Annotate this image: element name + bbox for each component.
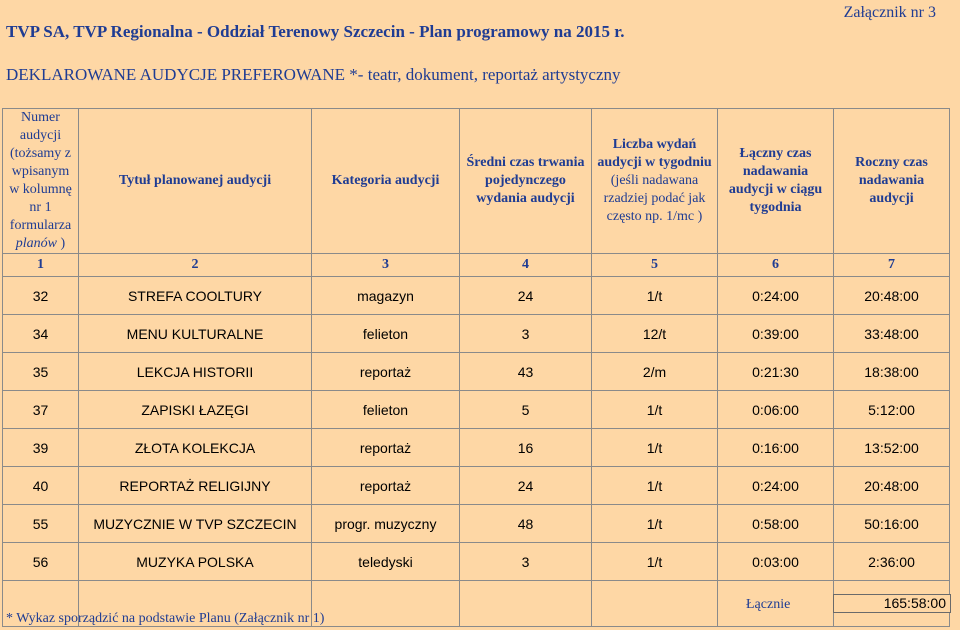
row-number: 55: [3, 505, 79, 543]
header-title: Tytuł planowanej audycji: [79, 109, 312, 254]
column-number: 2: [79, 254, 312, 277]
header-category: Kategoria audycji: [312, 109, 460, 254]
row-average-duration: 16: [460, 429, 592, 467]
table-row: [3, 505, 950, 543]
row-yearly-time: 13:52:00: [834, 429, 950, 467]
row-category: reportaż: [312, 429, 460, 467]
row-category: magazyn: [312, 277, 460, 315]
column-number: 6: [718, 254, 834, 277]
row-category: felieton: [312, 391, 460, 429]
row-frequency: 1/t: [592, 429, 718, 467]
row-frequency: 1/t: [592, 277, 718, 315]
row-number: 56: [3, 543, 79, 581]
row-yearly-time: 50:16:00: [834, 505, 950, 543]
column-number: 5: [592, 254, 718, 277]
column-number: 1: [3, 254, 79, 277]
row-weekly-time: 0:58:00: [718, 505, 834, 543]
table-row: [3, 543, 950, 581]
page-subtitle: DEKLAROWANE AUDYCJE PREFEROWANE *- teatr, dokument, reportaż artystyczny: [6, 65, 621, 84]
row-number: 39: [3, 429, 79, 467]
empty-cell: [592, 581, 718, 627]
row-average-duration: 3: [460, 543, 592, 581]
row-frequency: 2/m: [592, 353, 718, 391]
row-weekly-time: 0:16:00: [718, 429, 834, 467]
row-average-duration: 5: [460, 391, 592, 429]
row-title: LEKCJA HISTORII: [79, 353, 312, 391]
column-number: 7: [834, 254, 950, 277]
row-weekly-time: 0:21:30: [718, 353, 834, 391]
header-weekly-time: Łączny czas nadawania audycji w ciągu tygodnia: [718, 109, 834, 254]
total-value: 165:58:00: [833, 594, 951, 613]
row-title: ZŁOTA KOLEKCJA: [79, 429, 312, 467]
table-row: [3, 353, 950, 391]
column-number: 3: [312, 254, 460, 277]
row-category: teledyski: [312, 543, 460, 581]
row-weekly-time: 0:03:00: [718, 543, 834, 581]
row-category: felieton: [312, 315, 460, 353]
table-row: [3, 277, 950, 315]
program-table: [2, 108, 950, 627]
header-frequency: Liczba wydań audycji w tygodniu (jeśli nadawana rzadziej podać jak często np. 1/mc ): [592, 109, 718, 254]
row-title: REPORTAŻ RELIGIJNY: [79, 467, 312, 505]
row-yearly-time: 33:48:00: [834, 315, 950, 353]
column-number: 4: [460, 254, 592, 277]
row-yearly-time: 5:12:00: [834, 391, 950, 429]
row-average-duration: 24: [460, 467, 592, 505]
row-title: MUZYCZNIE W TVP SZCZECIN: [79, 505, 312, 543]
table-row: [3, 391, 950, 429]
row-frequency: 1/t: [592, 543, 718, 581]
row-average-duration: 24: [460, 277, 592, 315]
row-number: 35: [3, 353, 79, 391]
row-title: ZAPISKI ŁAZĘGI: [79, 391, 312, 429]
header-number: Numer audycji (tożsamy z wpisanym w kolumnę nr 1 formularza planów ): [3, 109, 79, 254]
row-title: MENU KULTURALNE: [79, 315, 312, 353]
footnote: * Wykaz sporządzić na podstawie Planu (Załącznik nr 1): [6, 611, 325, 626]
row-title: STREFA COOLTURY: [79, 277, 312, 315]
table-header-row: [3, 109, 950, 254]
row-number: 32: [3, 277, 79, 315]
row-weekly-time: 0:39:00: [718, 315, 834, 353]
table-row: [3, 467, 950, 505]
header-average-duration: Średni czas trwania pojedynczego wydania audycji: [460, 109, 592, 254]
row-number: 40: [3, 467, 79, 505]
row-average-duration: 3: [460, 315, 592, 353]
row-yearly-time: 20:48:00: [834, 467, 950, 505]
row-weekly-time: 0:06:00: [718, 391, 834, 429]
empty-cell: [460, 581, 592, 627]
column-number-row: [3, 254, 950, 277]
row-frequency: 1/t: [592, 467, 718, 505]
row-frequency: 1/t: [592, 505, 718, 543]
row-frequency: 1/t: [592, 391, 718, 429]
row-yearly-time: 2:36:00: [834, 543, 950, 581]
row-category: reportaż: [312, 467, 460, 505]
row-category: reportaż: [312, 353, 460, 391]
row-average-duration: 48: [460, 505, 592, 543]
header-yearly-time: Roczny czas nadawania audycji: [834, 109, 950, 254]
row-weekly-time: 0:24:00: [718, 467, 834, 505]
row-category: progr. muzyczny: [312, 505, 460, 543]
page-title: TVP SA, TVP Regionalna - Oddział Terenowy Szczecin - Plan programowy na 2015 r.: [6, 22, 625, 41]
row-frequency: 12/t: [592, 315, 718, 353]
row-title: MUZYKA POLSKA: [79, 543, 312, 581]
empty-cell: [312, 581, 460, 627]
row-average-duration: 43: [460, 353, 592, 391]
row-yearly-time: 20:48:00: [834, 277, 950, 315]
row-yearly-time: 18:38:00: [834, 353, 950, 391]
row-number: 34: [3, 315, 79, 353]
table-row: [3, 315, 950, 353]
annex-label: Załącznik nr 3: [843, 4, 936, 21]
row-weekly-time: 0:24:00: [718, 277, 834, 315]
row-number: 37: [3, 391, 79, 429]
total-label: Łącznie: [746, 597, 791, 612]
table-row: [3, 429, 950, 467]
